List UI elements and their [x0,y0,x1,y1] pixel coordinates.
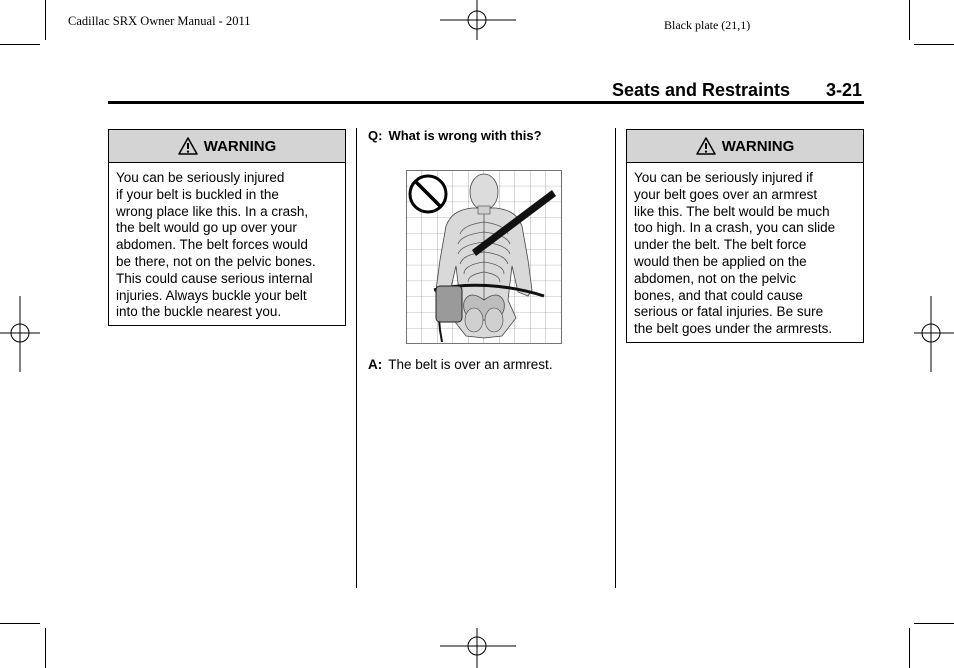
warning-line: be there, not on the pelvic bones. [116,253,316,269]
warning-header [109,130,345,163]
column-divider [356,128,357,588]
warning-line: like this. The belt would be much [634,203,830,219]
warning-line: too high. In a crash, you can slide [634,220,836,236]
question-prefix: Q: [368,128,383,143]
warning-line: bones, and that could cause [634,287,803,303]
column-divider [615,128,616,588]
warning-line: the belt would go up over your [116,220,297,236]
warning-line: wrong place like this. In a crash, [116,203,309,219]
question [368,128,548,143]
warning-body [627,163,863,344]
warning-line: You can be seriously injured if [634,170,813,185]
registration-mark-left [0,296,40,372]
crop-mark [0,44,40,45]
warning-title: WARNING [721,137,795,155]
warning-icon [178,137,198,155]
warning-line: abdomen. The belt forces would [116,237,308,253]
warning-line: under the belt. The belt force [634,237,807,253]
crop-mark [45,0,46,40]
answer [368,357,553,372]
manual-title: Cadillac SRX Owner Manual - 2011 [68,14,251,28]
page-number: 3-21 [826,80,863,100]
warning-line: abdomen, not on the pelvic [634,270,797,286]
warning-line: You can be seriously injured [116,170,285,185]
belt-illustration [406,170,562,344]
warning-line: into the buckle nearest you. [116,304,282,320]
warning-line: This could cause serious internal [116,270,313,286]
plate-label: Black plate (21,1) [664,18,751,32]
registration-mark-top [440,0,516,40]
warning-line: your belt goes over an armrest [634,186,818,202]
warning-line: would then be applied on the [634,253,807,269]
registration-mark-right [914,296,954,372]
warning-icon [696,137,716,155]
crop-mark [0,623,40,624]
warning-line: the belt goes under the armrests. [634,321,833,337]
warning-body [109,163,345,327]
section-title: Seats and Restraints [612,80,791,100]
registration-mark-bottom [440,628,516,668]
crop-mark [909,0,910,40]
crop-mark [914,623,954,624]
warning-box-right [626,129,864,343]
answer-text: The belt is over an armrest. [388,357,553,372]
warning-line: injuries. Always buckle your belt [116,287,307,303]
crop-mark [914,44,954,45]
warning-title: WARNING [203,137,277,155]
answer-prefix: A: [368,357,383,372]
warning-box-left [108,129,346,326]
crop-mark [909,628,910,668]
question-text: What is wrong with this? [388,128,542,143]
warning-header [627,130,863,163]
header-rule [108,101,864,104]
warning-line: if your belt is buckled in the [116,186,279,202]
warning-line: serious or fatal injuries. Be sure [634,304,824,320]
crop-mark [45,628,46,668]
